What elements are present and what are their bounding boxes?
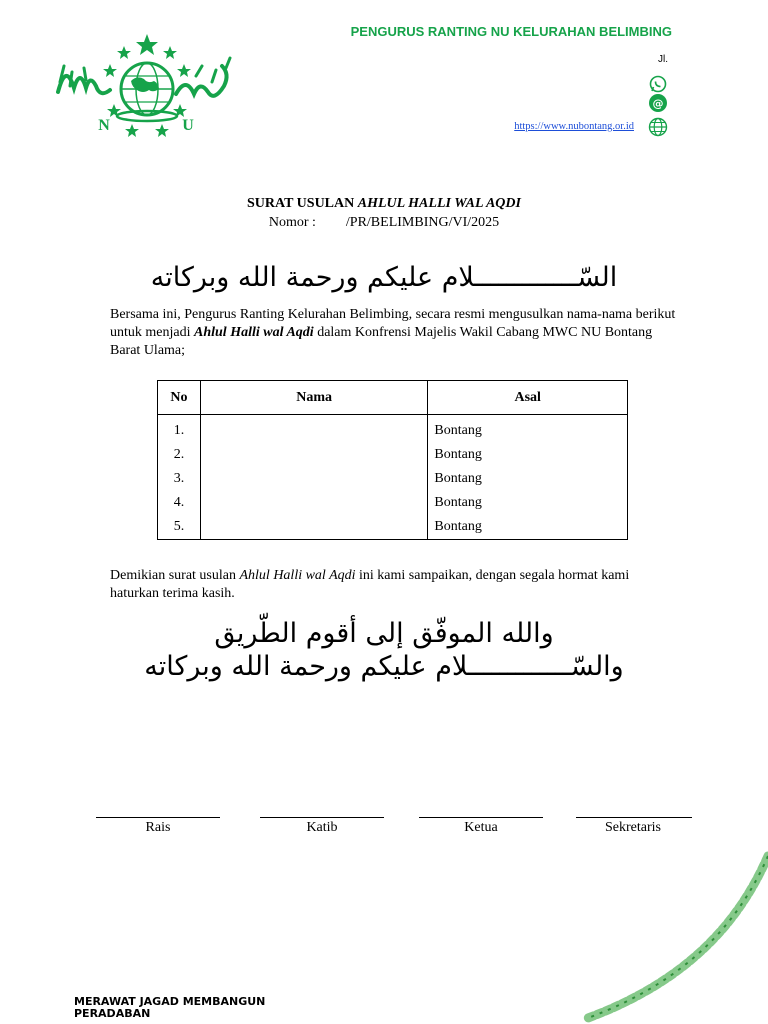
email-icon <box>648 93 668 113</box>
table-row <box>158 491 628 515</box>
address-label: Jl. <box>658 54 668 65</box>
cell-asal: Bontang <box>428 415 628 444</box>
intro-text-1: Bersama ini, Pengurus Ranting Kelurahan Belimbing, secara resmi mengusulkan nama-nama berikut untuk menjadi <box>110 307 676 340</box>
cell-nama <box>200 415 427 444</box>
header-nama: Nama <box>200 381 427 415</box>
intro-emphasis: Ahlul Halli wal Aqdi <box>194 325 314 340</box>
cell-nama <box>200 491 427 515</box>
signature-label-katib: Katib <box>306 820 338 835</box>
cell-asal: Bontang <box>428 491 628 515</box>
title-italic: AHLUL HALLI WAL AQDI <box>357 196 521 211</box>
arabic-closing-prayer: والله الموفّق إلى أقوم الطّريق <box>214 618 554 649</box>
closing-text-2: ini kami sampaikan, dengan segala hormat kami haturkan terima kasih. <box>110 568 630 601</box>
cell-no: 3. <box>158 467 201 491</box>
whatsapp-icon <box>648 74 668 94</box>
signature-label-ketua: Ketua <box>464 820 498 835</box>
signature-label-rais: Rais <box>145 820 171 835</box>
svg-text:@: @ <box>652 97 664 110</box>
title-plain: SURAT USULAN <box>247 196 355 211</box>
letter-number <box>0 215 768 231</box>
organization-name: PENGURUS RANTING NU KELURAHAN BELIMBING <box>350 24 672 39</box>
signature-line-ketua <box>419 817 543 818</box>
number-value: /PR/BELIMBING/VI/2025 <box>345 215 500 230</box>
signature-line-rais <box>96 817 220 818</box>
table-row <box>158 467 628 491</box>
intro-paragraph <box>110 306 680 360</box>
salam-closing: والسّـــــــــــــلام عليكم ورحمة الله وبركاته <box>144 651 624 682</box>
website-link[interactable]: https://www.nubontang.or.id <box>514 121 634 132</box>
logo-letter-n: N <box>98 117 110 134</box>
header-no: No <box>158 381 201 415</box>
nu-logo <box>56 34 234 142</box>
salam-opening: السّـــــــــــــلام عليكم ورحمة الله وبركاته <box>150 262 618 293</box>
cell-nama <box>200 467 427 491</box>
cell-asal: Bontang <box>428 443 628 467</box>
closing-paragraph <box>110 567 680 603</box>
globe-icon <box>648 117 668 137</box>
closing-emphasis: Ahlul Halli wal Aqdi <box>239 568 356 583</box>
footer-tagline: MERAWAT JAGAD MEMBANGUN PERADABAN <box>74 995 266 1020</box>
table-header-row <box>158 381 628 415</box>
closing-text-1: Demikian surat usulan <box>110 568 236 583</box>
cell-nama <box>200 443 427 467</box>
members-table <box>157 380 628 540</box>
header-asal: Asal <box>428 381 628 415</box>
rope-decoration <box>580 850 768 1024</box>
number-label: Nomor : <box>268 215 316 230</box>
intro-text-2: dalam Konfrensi Majelis Wakil Cabang MWC NU Bontang Barat Ulama; <box>110 325 653 358</box>
cell-nama <box>200 515 427 540</box>
cell-asal: Bontang <box>428 515 628 540</box>
table-row <box>158 443 628 467</box>
cell-no: 5. <box>158 515 201 540</box>
table-row <box>158 415 628 444</box>
table-row <box>158 515 628 540</box>
signature-label-sekretaris: Sekretaris <box>605 820 661 835</box>
letter-title <box>0 196 768 212</box>
cell-no: 2. <box>158 443 201 467</box>
signature-line-sekretaris <box>576 817 692 818</box>
cell-no: 1. <box>158 415 201 444</box>
cell-no: 4. <box>158 491 201 515</box>
cell-asal: Bontang <box>428 467 628 491</box>
signature-line-katib <box>260 817 384 818</box>
logo-letter-u: U <box>182 117 194 134</box>
